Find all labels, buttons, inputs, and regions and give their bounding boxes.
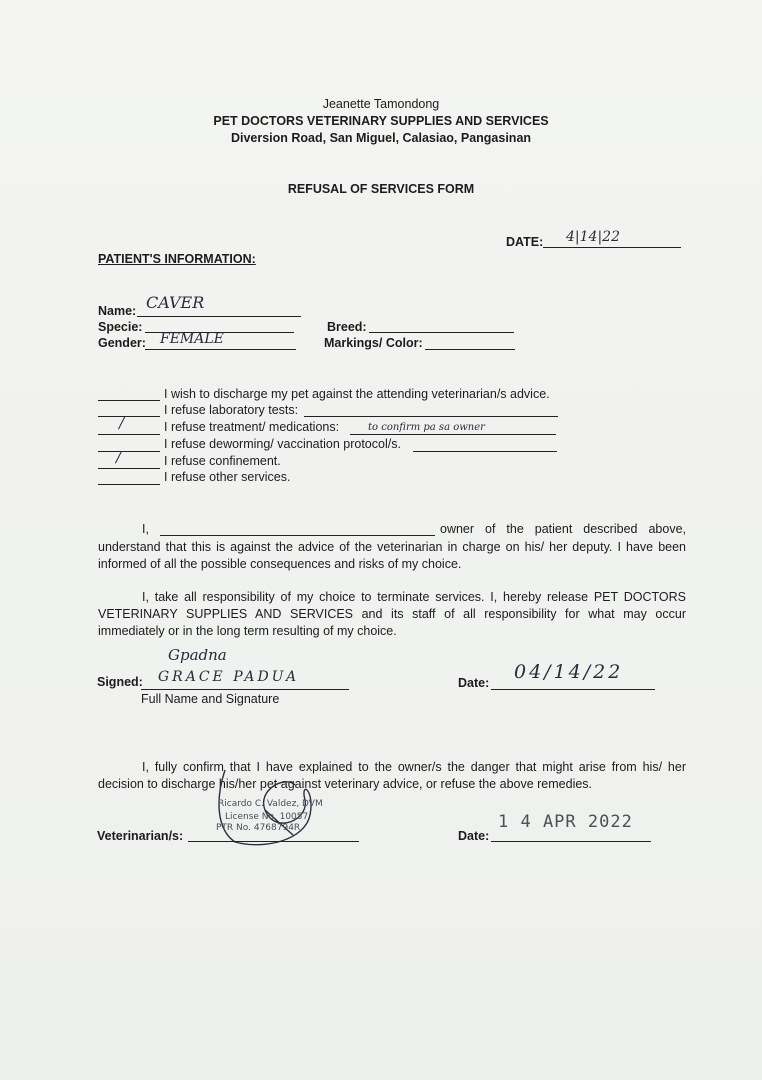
detail-line[interactable] [304,416,558,417]
vet-date-label: Date: [458,829,490,843]
vet-stamp-name: Ricardo C. Valdez, DVM [218,799,323,809]
vet-stamp-license: License No. 10057 [225,812,309,822]
checkbox-line[interactable] [98,484,160,485]
vet-stamp-ptr: PTR No. 4768794R [216,823,301,833]
detail-line[interactable] [413,451,557,452]
vet-label: Veterinarian/s: [97,829,184,843]
signed-label: Signed: [97,675,143,689]
refusal-text: I refuse treatment/ medications: [164,420,340,434]
signature-caption: Full Name and Signature [141,692,280,706]
specie-label: Specie: [98,320,143,334]
owner-date-value: 04/14/22 [514,661,624,683]
owner-signature: Gpadna [168,646,227,664]
checkbox-line[interactable] [98,434,160,435]
markings-label: Markings/ Color: [324,336,423,350]
statement-paragraph-2: I, take all responsibility of my choice to terminate services. I, hereby release PET DOCTORS VETERINARY SUPPLIES AND SERVICES and its staff of all responsibility for what may occur immediately or in the long term resulting of my choice. [98,590,686,638]
refusal-text: I refuse deworming/ vaccination protocol/s. [164,437,401,451]
owner-date-line[interactable] [491,689,655,690]
name-line [137,316,301,317]
confirmation-paragraph: I, fully confirm that I have explained to the owner/s the danger that might arise from his/ her decision to discharge his/her pet against veterinary advice, or refuse the above remedies. [98,760,686,791]
refusal-text: I refuse laboratory tests: [164,403,299,417]
date-label: DATE: [506,235,544,249]
breed-label: Breed: [327,320,367,334]
checkbox-line[interactable] [98,468,160,469]
signed-line[interactable] [141,689,349,690]
clinic-name: PET DOCTORS VETERINARY SUPPLIES AND SERVICES [213,114,549,128]
statement-prefix: I, [142,522,149,536]
clinic-address: Diversion Road, San Miguel, Calasiao, Pangasinan [230,131,532,145]
checkbox-line[interactable] [98,416,160,417]
date-line [543,247,681,248]
statement-suffix: owner of the patient described above, [440,522,686,536]
gender-label: Gender: [98,336,146,350]
owner-date-label: Date: [458,676,490,690]
vet-line[interactable] [188,841,359,842]
owner-name: Jeanette Tamondong [322,97,440,111]
patient-info-heading: PATIENT'S INFORMATION: [98,252,256,266]
breed-line [369,332,514,333]
refusal-text: I refuse confinement. [164,454,281,468]
refusal-detail: to confirm pa sa owner [368,422,485,433]
checkbox-line[interactable] [98,400,160,401]
vet-date-stamp: 1 4 APR 2022 [498,812,633,832]
checkbox-line[interactable] [98,451,160,452]
owner-full-name: GRACE PADUA [158,669,300,685]
gender-line [145,349,296,350]
name-value: CAVER [146,293,205,312]
check-mark: / [116,448,122,466]
form-title: REFUSAL OF SERVICES FORM [287,182,475,196]
owner-name-line[interactable] [160,535,435,536]
date-value: 4|14|22 [566,229,620,245]
statement-paragraph-1: understand that this is against the advice of the veterinarian in charge on his/ her deputy. I have been informed of all the possible consequences and risks of my choice. [98,540,686,571]
refusal-text: I refuse other services. [164,470,291,484]
check-mark: / [119,414,125,432]
refusal-text: I wish to discharge my pet against the attending veterinarian/s advice. [164,387,550,401]
markings-line [425,349,515,350]
vet-date-line[interactable] [491,841,651,842]
gender-value: FEMALE [160,331,224,347]
name-label: Name: [98,304,137,318]
